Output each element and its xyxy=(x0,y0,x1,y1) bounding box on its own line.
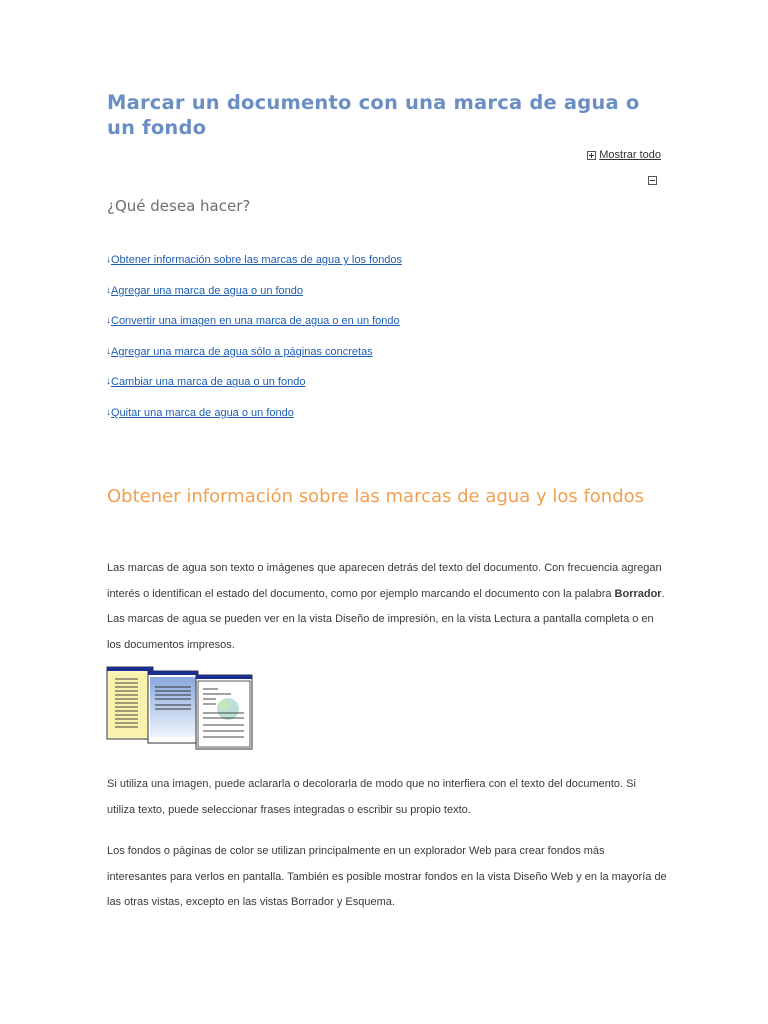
toc-item xyxy=(106,346,402,377)
toc-item xyxy=(106,254,402,285)
paragraph-image-option: Si utiliza una imagen, puede aclararla o decolorarla de modo que no interfiera con el texto del documento. Si utiliza texto, puede seleccionar frases integradas o escribir su propio texto. xyxy=(107,778,636,816)
paragraph-backgrounds: Los fondos o páginas de color se utilizan principalmente en un explorador Web para crear fondos más interesantes para verlos en pantalla. También es posible mostrar fondos en la vista Diseño Web y en la mayoría de las otras vistas, excepto en las vistas Borrador y Esquema. xyxy=(107,845,667,908)
page-thumbnail-2 xyxy=(148,671,198,743)
show-all-link[interactable]: Mostrar todo xyxy=(599,149,661,161)
toc-link[interactable]: Cambiar una marca de agua o un fondo xyxy=(111,376,306,389)
minus-box-icon[interactable] xyxy=(648,176,657,185)
paragraph-text: Las marcas de agua son texto o imágenes que aparecen detrás del texto del documento. Con frecuencia agregan interés o identifican el estado del documento, como por ejemplo marcando el documento con la palabra xyxy=(107,562,662,600)
show-all-control[interactable] xyxy=(587,149,661,161)
toc-link[interactable]: Quitar una marca de agua o un fondo xyxy=(111,406,294,419)
paragraph-text: . Las marcas de agua se pueden ver en la vista Diseño de impresión, en la vista Lectura a pantalla completa o en los documentos impresos. xyxy=(107,587,665,651)
down-arrow-icon: ↓ xyxy=(106,406,111,418)
toc-link[interactable]: Agregar una marca de agua o un fondo xyxy=(111,284,304,297)
what-to-do-heading: ¿Qué desea hacer? xyxy=(107,197,251,215)
page-title: Marcar un documento con una marca de agua o un fondo xyxy=(107,91,640,139)
toc-link[interactable]: Obtener información sobre las marcas de agua y los fondos xyxy=(111,254,403,266)
toc-link[interactable]: Convertir una imagen en una marca de agua o en un fondo xyxy=(111,315,400,328)
table-of-contents xyxy=(106,254,402,438)
down-arrow-icon: ↓ xyxy=(106,376,111,388)
toc-link[interactable]: Agregar una marca de agua sólo a páginas concretas xyxy=(111,345,373,358)
down-arrow-icon: ↓ xyxy=(106,345,111,357)
down-arrow-icon: ↓ xyxy=(106,315,111,327)
paragraph-watermarks xyxy=(107,556,667,658)
down-arrow-icon: ↓ xyxy=(106,254,111,265)
watermark-example-illustration xyxy=(106,665,256,750)
section-title: Obtener información sobre las marcas de agua y los fondos xyxy=(107,486,645,507)
down-arrow-icon: ↓ xyxy=(106,284,111,296)
toc-item xyxy=(106,407,402,438)
toc-item xyxy=(106,285,402,316)
page-thumbnail-1 xyxy=(107,667,153,739)
toc-item xyxy=(106,376,402,407)
plus-box-icon[interactable] xyxy=(587,151,596,160)
page-thumbnail-3 xyxy=(196,675,252,749)
toc-item xyxy=(106,315,402,346)
bold-term: Borrador xyxy=(614,587,662,600)
